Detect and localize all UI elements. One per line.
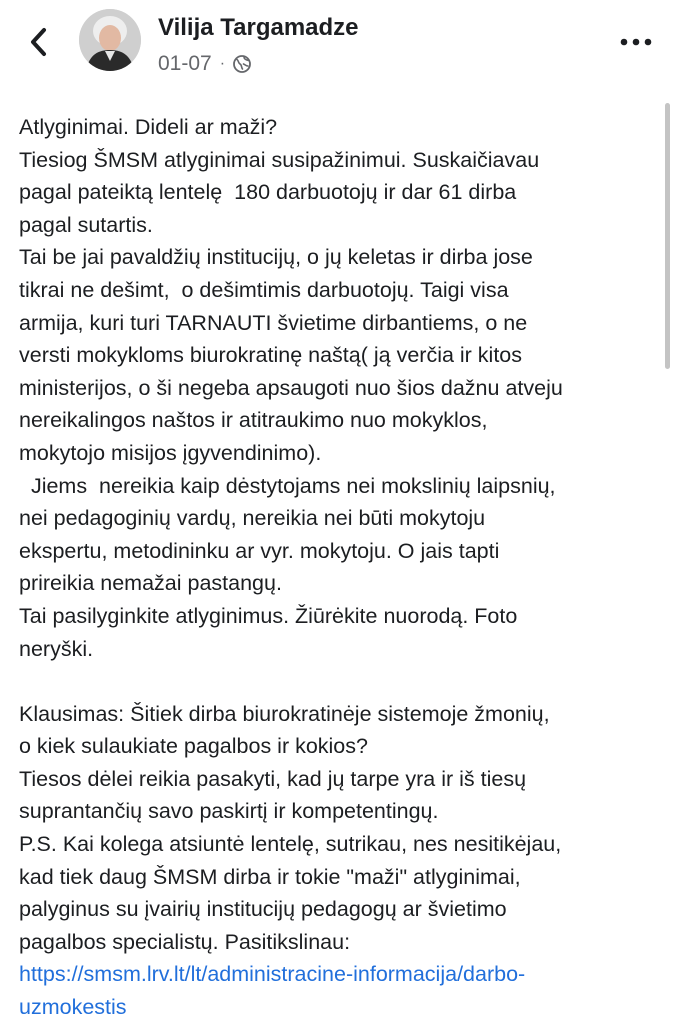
post-line: Tai pasilyginkite atlyginimus. Žiūrėkite nuorodą. Foto (19, 603, 518, 628)
post-line: neryški. (19, 636, 94, 661)
post-text (19, 111, 659, 1024)
chevron-left-icon (29, 27, 49, 57)
post-line: prireikia nemažai pastangų. (19, 571, 282, 596)
post-line: armija, kuri turi TARNAUTI švietime dirbantiems, o ne (19, 310, 528, 335)
post-line: o kiek sulaukiate pagalbos ir kokios? (19, 734, 368, 759)
post-line: nei pedagoginių vardų, nereikia nei būti mokytoju (19, 506, 486, 531)
more-options-button[interactable] (616, 30, 656, 54)
post-link[interactable]: https://smsm.lrv.lt/lt/administracine-informacija/darbo- (19, 962, 526, 987)
avatar-photo (79, 9, 141, 71)
scrollbar[interactable] (665, 103, 670, 369)
back-button[interactable] (22, 22, 56, 62)
more-horizontal-icon (619, 38, 653, 46)
post-line: pagalbos specialistų. Pasitikslinau: (19, 929, 351, 954)
author-name[interactable]: Vilija Targamadze (158, 14, 359, 41)
post-line: Atlyginimai. Dideli ar maži? (19, 115, 278, 139)
post-line: Klausimas: Šitiek dirba biurokratinėje sistemoje žmonių, (19, 701, 550, 726)
post-line: Tiesos dėlei reikia pasakyti, kad jų tarpe yra ir iš tiesų (19, 766, 527, 791)
post-meta (158, 52, 252, 76)
post-line: ekspertu, metodininku ar vyr. mokytoju. O jais tapti (19, 538, 500, 563)
post-line: P.S. Kai kolega atsiuntė lentelę, sutrikau, nes nesitikėjau, (19, 832, 562, 857)
post-line: tikrai ne dešimt, o dešimtimis darbuotojų. Taigi visa (19, 277, 509, 302)
post-line: palyginus su įvairių institucijų pedagogų ar švietimo (19, 897, 507, 922)
post-line: mokytojo misijos įgyvendinimo). (19, 440, 322, 465)
post-line: Tiesiog ŠMSM atlyginimai susipažinimui. Suskaičiavau (19, 147, 540, 172)
post-link[interactable]: uzmokestis (19, 995, 127, 1020)
post-line: nereikalingos naštos ir atitraukimo nuo mokyklos, (19, 408, 488, 433)
post-line-blank (19, 665, 659, 698)
post-line: kad tiek daug ŠMSM dirba ir tokie "maži" atlyginimai, (19, 864, 521, 889)
post-line: suprantančių savo paskirtį ir kompetentingų. (19, 799, 439, 824)
post-date[interactable]: 01-07 (158, 52, 212, 75)
avatar[interactable] (79, 9, 141, 71)
post-line: pagal pateiktą lentelę 180 darbuotojų ir dar 61 dirba (19, 180, 517, 205)
post-line: versti mokykloms biurokratinę naštą( ją verčia ir kitos (19, 343, 523, 368)
post-line: Jiems nereikia kaip dėstytojams nei mokslinių laipsnių, (19, 473, 556, 498)
post-line: pagal sutartis. (19, 212, 153, 237)
post-line: ministerijos, o ši negeba apsaugoti nuo šios dažnu atveju (19, 375, 563, 400)
globe-icon (232, 54, 252, 74)
meta-separator: · (219, 55, 226, 72)
post-line: Tai be jai pavaldžių institucijų, o jų keletas ir dirba jose (19, 245, 533, 270)
